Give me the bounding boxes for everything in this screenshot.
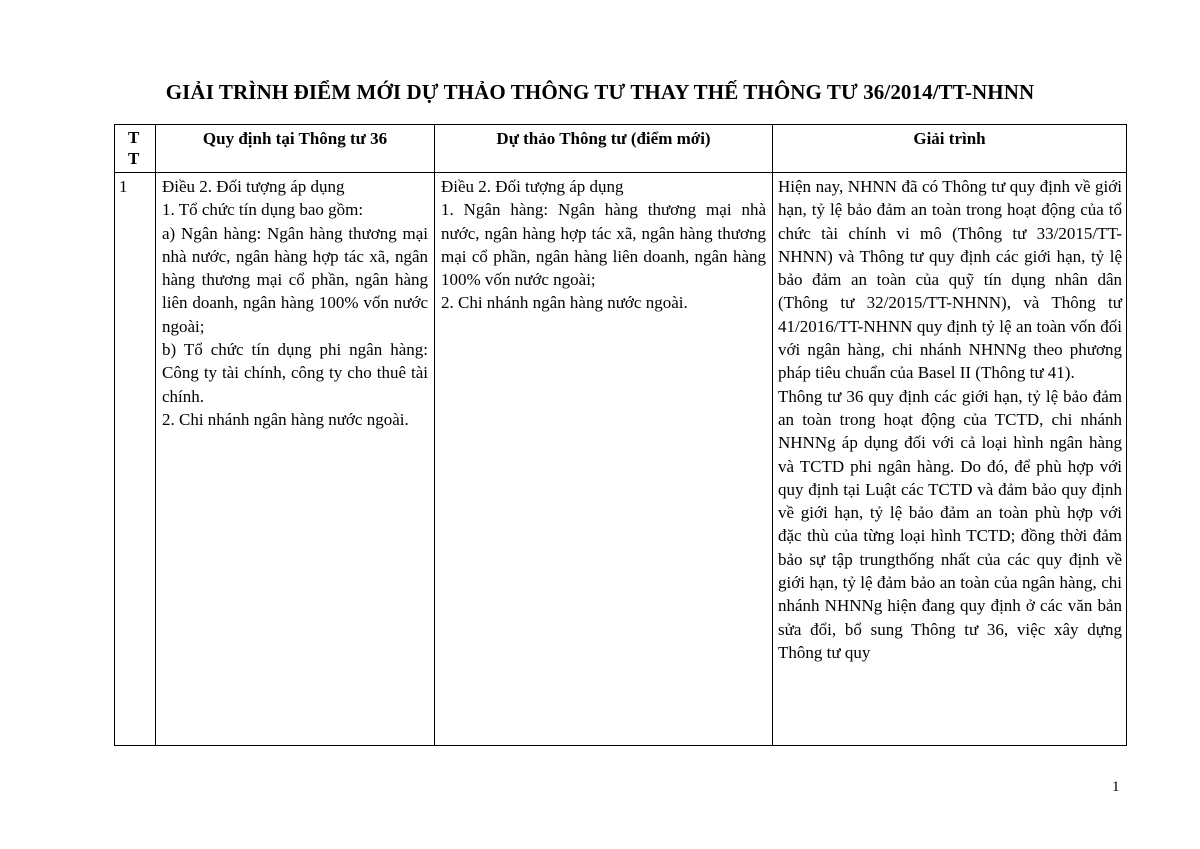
current-article-heading: Điều 2. Đối tượng áp dụng [162, 177, 345, 196]
current-regulation-cell [156, 173, 435, 746]
explanation-cell [773, 173, 1127, 746]
row-number: 1 [115, 173, 156, 746]
current-item-2: 2. Chi nhánh ngân hàng nước ngoài. [162, 409, 409, 429]
header-current-regulation: Quy định tại Thông tư 36 [156, 125, 435, 173]
header-tt: T T [115, 125, 156, 173]
table-row [115, 173, 1127, 746]
header-draft-regulation: Dự thảo Thông tư (điểm mới) [435, 125, 773, 173]
draft-regulation-cell [435, 173, 773, 746]
explanation-paragraph-2: Thông tư 36 quy định các giới hạn, tỷ lệ bảo đảm an toàn trong hoạt động của TCTD, chi nhánh NHNNg áp dụng đối với cả loại hình ngân hàng và TCTD phi ngân hàng. Do đó, để phù hợp với quy định tại Luật các TCTD và đảm bảo quy định về giới hạn, tỷ lệ bảo đảm an toàn phù hợp với đặc thù của từng loại hình TCTD; đồng thời đảm bảo sự tập trungthống nhất của các quy định về giới hạn, tỷ lệ đảm bảo an toàn của ngân hàng, chi nhánh NHNNg hiện đang quy định ở các văn bản sửa đổi, bổ sung Thông tư 36, việc xây dựng Thông tư quy [778, 386, 1122, 662]
page-number: 1 [1112, 779, 1120, 795]
comparison-table [114, 124, 1127, 746]
current-item-1a: a) Ngân hàng: Ngân hàng thương mại nhà nước, ngân hàng hợp tác xã, ngân hàng thương mại cổ phần, ngân hàng liên doanh, ngân hàng 100% vốn nước ngoài; [162, 223, 428, 336]
document-title: GIẢI TRÌNH ĐIỂM MỚI DỰ THẢO THÔNG TƯ THAY THẾ THÔNG TƯ 36/2014/TT-NHNN [165, 80, 1035, 104]
header-explanation: Giải trình [773, 125, 1127, 173]
explanation-paragraph-1: Hiện nay, NHNN đã có Thông tư quy định về giới hạn, tỷ lệ bảo đảm an toàn trong hoạt động của tổ chức tài chính vi mô (Thông tư 33/2015/TT-NHNN) và Thông tư quy định các giới hạn, tỷ lệ bảo đảm an toàn của quỹ tín dụng nhân dân (Thông tư 32/2015/TT-NHNN), và Thông tư 41/2016/TT-NHNN quy định tỷ lệ an toàn vốn đối với ngân hàng, chi nhánh NHNNg theo phương pháp tiêu chuẩn của Basel II (Thông tư 41). [778, 177, 1122, 383]
draft-item-1: 1. Ngân hàng: Ngân hàng thương mại nhà nước, ngân hàng hợp tác xã, ngân hàng thương mại cổ phần, ngân hàng liên doanh, ngân hàng 100% vốn nước ngoài; [441, 200, 766, 290]
draft-article-heading: Điều 2. Đối tượng áp dụng [441, 177, 624, 196]
table-header-row [115, 125, 1127, 173]
draft-item-2: 2. Chi nhánh ngân hàng nước ngoài. [441, 293, 688, 313]
current-item-1: 1. Tổ chức tín dụng bao gồm: [162, 200, 364, 220]
current-item-1b: b) Tổ chức tín dụng phi ngân hàng: Công ty tài chính, công ty cho thuê tài chính. [162, 340, 428, 406]
